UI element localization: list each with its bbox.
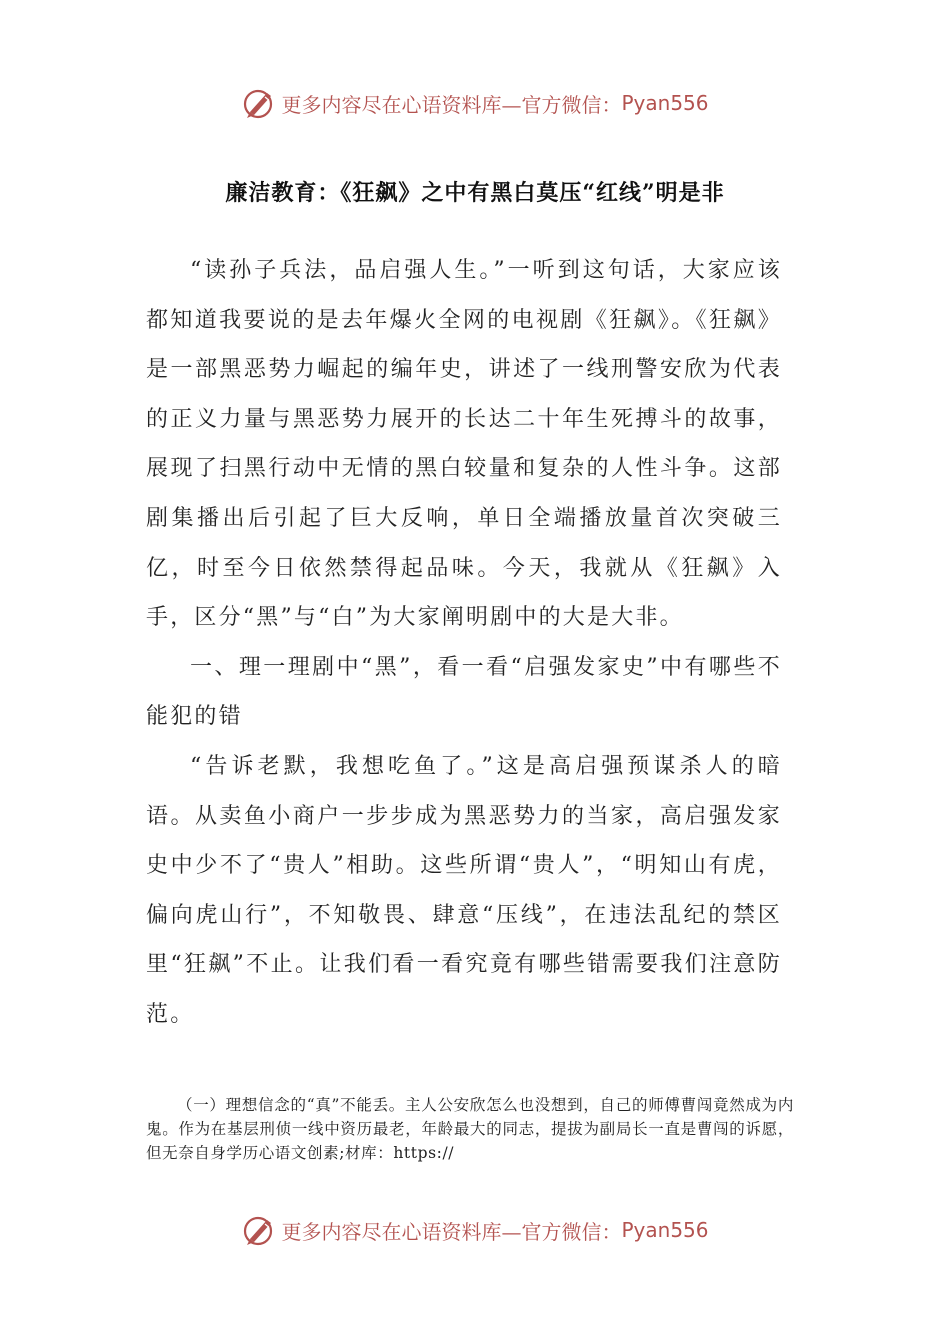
header-watermark-banner bbox=[0, 81, 950, 125]
pen-logo-icon bbox=[241, 1212, 277, 1248]
banner-text: 更多内容尽在心语资料库—官方微信： bbox=[281, 1219, 622, 1244]
banner-text: 更多内容尽在心语资料库—官方微信： bbox=[281, 92, 622, 117]
banner-wechat-id: Pyan556 bbox=[621, 91, 709, 115]
body-paragraph: “读孙子兵法，品启强人生。”一听到这句话，大家应该都知道我要说的是去年爆火全网的电视剧《狂飙》。《狂飙》是一部黑恶势力崛起的编年史，讲述了一线刑警安欣为代表的正义力量与黑恶势力展开的长达二十年生死搏斗的故事，展现了扫黑行动中无情的黑白较量和复杂的人性斗争。这部剧集播出后引起了巨大反响，单日全端播放量首次突破三亿，时至今日依然禁得起品味。今天，我就从《狂飙》入手，区分“黑”与“白”为大家阐明剧中的大是大非。 bbox=[146, 258, 782, 631]
banner-wechat-id: Pyan556 bbox=[621, 1218, 709, 1242]
body-paragraph: “告诉老默，我想吃鱼了。”这是高启强预谋杀人的暗语。从卖鱼小商户一步步成为黑恶势力的当家，高启强发家史中少不了“贵人”相助。这些所谓“贵人”，“明知山有虎，偏向虎山行”，不知敬畏、肆意“压线”，在违法乱纪的禁区里“狂飙”不止。让我们看一看究竟有哪些错需要我们注意防范。 bbox=[146, 753, 782, 1027]
footer-watermark-banner bbox=[0, 1208, 950, 1252]
pen-logo-icon bbox=[241, 85, 277, 121]
document-body bbox=[146, 246, 782, 1040]
document-title: 廉洁教育：《狂飙》之中有黑白莫压“红线”明是非 bbox=[225, 180, 725, 206]
section-heading: 一、理一理剧中“黑”，看一看“启强发家史”中有哪些不能犯的错 bbox=[146, 654, 782, 730]
body-paragraph-small: （一）理想信念的“真”不能丢。主人公安欣怎么也没想到，自己的师傅曹闯竟然成为内鬼。作为在基层刑侦一线中资历最老，年龄最大的同志，提拔为副局长一直是曹闯的诉愿，但无奈自身学历心语文创素;材库：https:// bbox=[146, 1096, 794, 1162]
